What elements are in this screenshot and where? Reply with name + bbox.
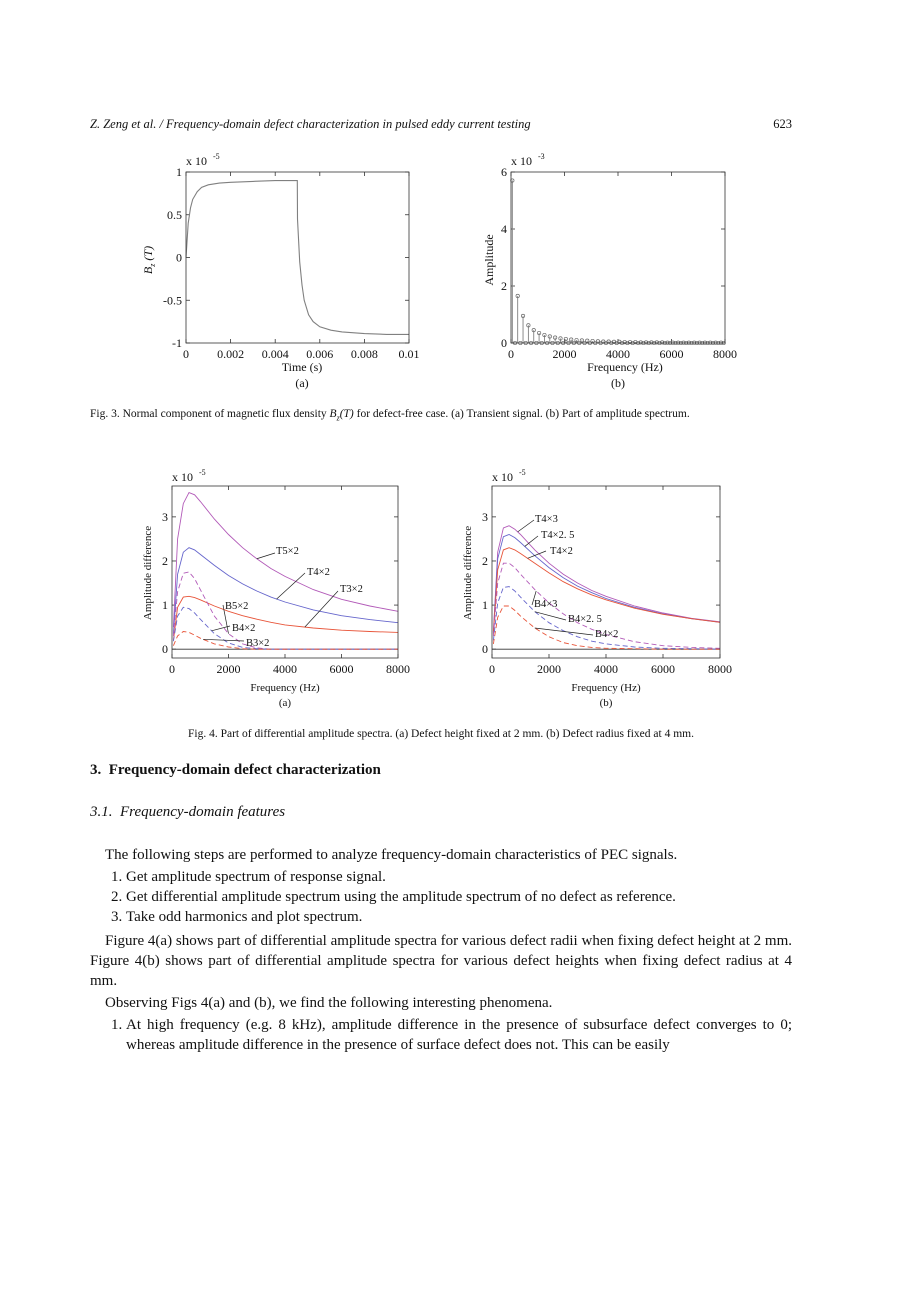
series-line	[493, 548, 720, 634]
y-tick-label: 4	[501, 222, 507, 236]
fig4a-scale-label: x 10	[172, 470, 193, 484]
subsection-number: 3.1.	[90, 804, 113, 820]
subsection-heading	[90, 804, 285, 821]
y-tick-label: 0	[162, 642, 168, 657]
running-head-text: Z. Zeng et al. / Frequency-domain defect characterization in pulsed eddy current testing	[90, 117, 531, 131]
fig3b-panel-label: (b)	[611, 376, 625, 390]
fig4b-x-label: Frequency (Hz)	[571, 682, 641, 694]
x-tick-label: 2000	[216, 662, 241, 676]
fig3a-x-label: Time (s)	[281, 360, 323, 374]
y-tick-label: 6	[501, 165, 507, 179]
fig3a-x-ticks	[183, 172, 420, 361]
figure-4b-chart	[455, 465, 745, 713]
y-tick-label: 1	[176, 165, 182, 179]
section-number: 3.	[90, 762, 102, 778]
label-leader	[535, 628, 593, 635]
y-tick-label: 0	[176, 250, 182, 265]
figure-4a-chart	[135, 465, 425, 713]
series-label: B4×2	[595, 629, 619, 640]
y-tick-label: 1	[482, 598, 488, 613]
x-tick-label: 0.006	[306, 347, 334, 361]
body-text	[90, 845, 792, 1059]
subsection-title: Frequency-domain features	[120, 804, 286, 820]
y-tick-label: 2	[162, 553, 168, 568]
fig4a-x-label: Frequency (Hz)	[250, 682, 320, 694]
x-tick-label: 0	[508, 347, 514, 361]
x-tick-label: 4000	[273, 662, 297, 676]
fig3-caption-math-arg: (T)	[339, 408, 354, 420]
fig3b-scale-label: x 10	[511, 154, 532, 168]
phenomena-list	[90, 1015, 792, 1055]
fig4b-scale	[492, 468, 526, 484]
figure-3a-chart	[130, 148, 430, 393]
fig4a-scale-exp: -5	[199, 468, 206, 477]
running-head	[90, 117, 792, 132]
y-tick-label: 3	[162, 509, 168, 524]
label-leader	[277, 573, 305, 599]
y-tick-label: -0.5	[163, 293, 182, 308]
fig3b-x-ticks	[508, 172, 737, 361]
x-tick-label: 0.01	[398, 347, 420, 361]
y-tick-label: 0.5	[167, 207, 182, 222]
body-paragraph-2: Observing Figs 4(a) and (b), we find the following interesting phenomena.	[105, 995, 553, 1011]
figure-3b-chart	[470, 148, 760, 393]
series-label: T5×2	[276, 546, 299, 557]
series-label: B4×2	[232, 623, 256, 634]
y-tick-label: 1	[162, 598, 168, 613]
fig3a-y-label: $B_z$ (T)	[141, 245, 157, 275]
fig4a-y-label: Amplitude difference	[142, 525, 154, 621]
section-title: Frequency-domain defect characterization	[108, 762, 381, 778]
fig3b-scale	[511, 152, 545, 168]
series-label: T4×2. 5	[541, 530, 575, 541]
fig4a-series-labels	[203, 546, 363, 649]
fig3a-scale-label: x 10	[186, 154, 207, 168]
fig3a-scale	[186, 152, 220, 168]
x-tick-label: 8000	[386, 662, 410, 676]
x-tick-label: 0	[489, 662, 495, 676]
figure-3-caption	[90, 407, 792, 425]
x-tick-label: 0	[169, 662, 175, 676]
series-label: T4×2	[307, 567, 330, 578]
fig4b-y-label: Amplitude difference	[462, 525, 474, 621]
figure-4-caption: Fig. 4. Part of differential amplitude spectra. (a) Defect height fixed at 2 mm. (b) Defect radius fixed at 4 mm.	[188, 728, 694, 740]
fig3b-scale-exp: -3	[538, 152, 545, 161]
series-line	[173, 572, 398, 649]
series-label: T4×2	[550, 546, 573, 557]
fig3b-x-label: Frequency (Hz)	[587, 360, 663, 374]
body-intro: The following steps are performed to analyze frequency-domain characteristics of PEC signals.	[105, 847, 678, 863]
fig4b-panel-label: (b)	[599, 697, 613, 709]
x-tick-label: 0.002	[217, 347, 245, 361]
steps-list	[90, 867, 792, 927]
x-tick-label: 6000	[659, 347, 684, 361]
x-tick-label: 4000	[594, 662, 618, 676]
series-label: B5×2	[225, 601, 249, 612]
section-heading	[90, 762, 381, 779]
label-leader	[257, 553, 275, 559]
fig3b-plot-area	[511, 179, 726, 345]
fig4a-panel-label: (a)	[278, 697, 292, 709]
series-label: B4×2. 5	[568, 614, 602, 625]
series-label: T3×2	[340, 584, 363, 595]
x-tick-label: 8000	[708, 662, 732, 676]
fig3b-frame	[511, 172, 725, 343]
series-label: B3×2	[246, 638, 270, 649]
series-label: B4×3	[534, 599, 558, 610]
list-item: 3. Take odd harmonics and plot spectrum.	[126, 907, 792, 927]
x-tick-label: 4000	[606, 347, 630, 361]
fig3a-y-ticks	[163, 165, 409, 350]
y-tick-label: 2	[501, 279, 507, 293]
fig3-caption-math-sub: z	[336, 413, 340, 423]
fig4b-scale-label: x 10	[492, 470, 513, 484]
y-tick-label: -1	[172, 336, 182, 350]
series-line	[493, 526, 720, 632]
x-tick-label: 2000	[552, 347, 577, 361]
fig3a-scale-exp: -5	[213, 152, 220, 161]
series-line	[173, 632, 398, 650]
series-line	[173, 607, 398, 649]
fig4a-scale	[172, 468, 206, 484]
fig3b-y-label: Amplitude	[482, 234, 496, 286]
x-tick-label: 2000	[537, 662, 561, 676]
body-paragraph-1: Figure 4(a) shows part of differential amplitude spectra for various defect radii when fixing defect height at 2 mm. Figure 4(b) shows part of differential amplitude spectra for various defect heights when fixing defect radius at 4 mm.	[90, 933, 792, 989]
fig3-caption-prefix: Fig. 3. Normal component of magnetic flux density	[90, 408, 330, 420]
x-tick-label: 0	[183, 347, 189, 361]
y-tick-label: 3	[482, 509, 488, 524]
fig3-caption-suffix: for defect-free case. (a) Transient signal. (b) Part of amplitude spectrum.	[353, 408, 690, 420]
fig4a-x-ticks	[169, 486, 410, 676]
list-item: 2. Get differential amplitude spectrum using the amplitude spectrum of no defect as reference.	[126, 887, 792, 907]
series-label: T4×3	[535, 514, 558, 525]
y-tick-label: 2	[482, 553, 488, 568]
fig4b-scale-exp: -5	[519, 468, 526, 477]
page-number: 623	[773, 117, 792, 131]
y-tick-label: 0	[501, 336, 507, 350]
fig3a-panel-label: (a)	[295, 376, 309, 390]
series-line	[186, 181, 409, 335]
x-tick-label: 8000	[713, 347, 737, 361]
label-leader	[535, 612, 566, 620]
x-tick-label: 0.004	[261, 347, 289, 361]
list-item: 1. Get amplitude spectrum of response signal.	[126, 867, 792, 887]
x-tick-label: 6000	[329, 662, 354, 676]
series-line	[493, 606, 720, 649]
x-tick-label: 6000	[651, 662, 675, 676]
fig3b-y-ticks	[501, 165, 725, 350]
fig4a-plot-area	[172, 493, 398, 650]
fig3-caption-math: B	[329, 408, 337, 420]
fig3a-plot-area	[186, 181, 409, 335]
label-leader	[518, 520, 534, 532]
y-tick-label: 0	[482, 642, 488, 657]
x-tick-label: 0.008	[350, 347, 378, 361]
fig4a-frame	[172, 486, 398, 658]
list-item: 1. At high frequency (e.g. 8 kHz), amplitude difference in the presence of subsurface defect converges to 0; whereas amplitude difference in the presence of surface defect does not. This can be easily	[126, 1015, 792, 1055]
